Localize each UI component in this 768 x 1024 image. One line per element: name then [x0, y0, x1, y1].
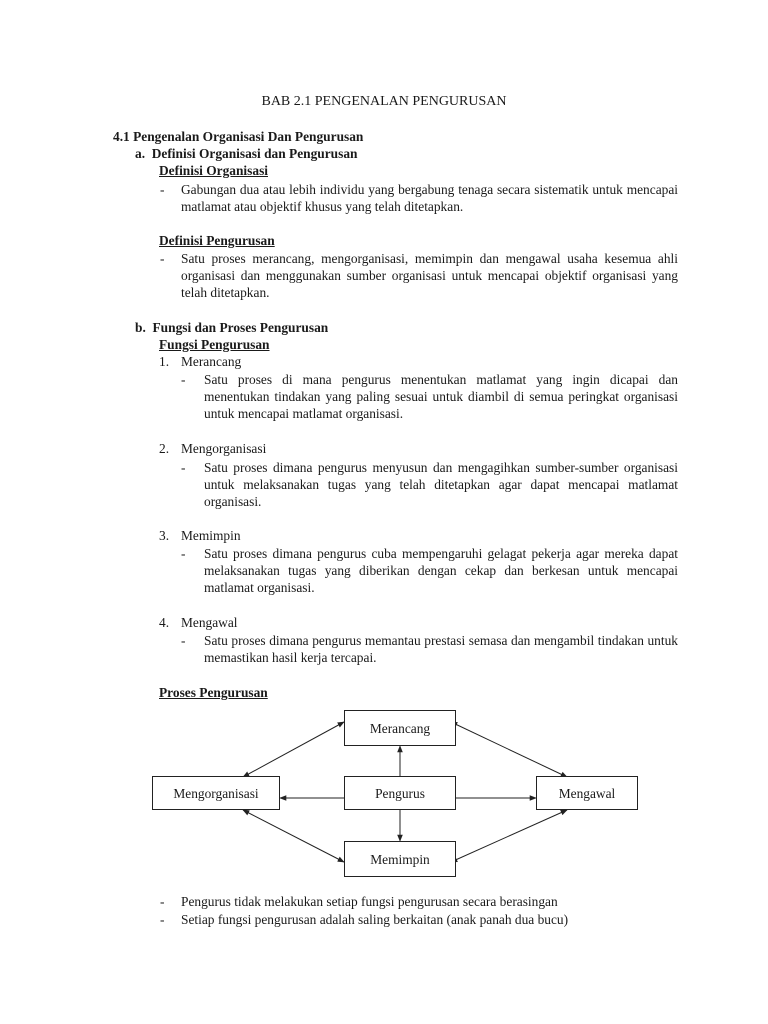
bullet-dash: - — [181, 372, 186, 387]
proses-title: Proses Pengurusan — [159, 685, 268, 700]
item-text: Satu proses dimana pengurus cuba mempengaruhi gelagat pekerja agar mereka dapat melaksanakan tugas yang diberikan dengan cekap dan berkesan untuk mencapai matlamat organisasi. — [204, 546, 678, 595]
arrow-mengorganisasi-memimpin — [243, 810, 344, 862]
item-text: Satu proses di mana pengurus menentukan matlamat yang ingin dicapai dan menentukan tindakan yang paling sesuai untuk diambil di semua peringkat organisasi untuk mencapai matlamat organisasi. — [204, 372, 678, 421]
section-heading: 4.1 Pengenalan Organisasi Dan Pengurusan — [113, 129, 364, 144]
box-pengurus: Pengurus — [344, 776, 456, 810]
box-memimpin: Memimpin — [344, 841, 456, 877]
item-number: 4. — [159, 615, 170, 630]
item-text: Satu proses dimana pengurus memantau prestasi semasa dan mengambil tindakan untuk memastikan hasil kerja tercapai. — [204, 633, 678, 665]
arrow-merancang-mengorganisasi — [243, 722, 344, 777]
part-a-heading: a. Definisi Organisasi dan Pengurusan — [135, 146, 358, 161]
page-title: BAB 2.1 PENGENALAN PENGURUSAN — [261, 94, 507, 109]
item-label: Mengorganisasi — [181, 441, 267, 456]
part-b-heading: b. Fungsi dan Proses Pengurusan — [135, 320, 329, 335]
bullet-dash: - — [160, 894, 165, 909]
item-label: Mengawal — [181, 615, 238, 630]
item-number: 2. — [159, 441, 170, 456]
bullet-dash: - — [181, 546, 186, 561]
note-2: Setiap fungsi pengurusan adalah saling berkaitan (anak panah dua bucu) — [181, 912, 569, 927]
box-mengawal: Mengawal — [536, 776, 638, 810]
item-label: Memimpin — [181, 528, 241, 543]
bullet-dash: - — [181, 460, 186, 475]
def-peng-title: Definisi Pengurusan — [159, 233, 275, 248]
def-org-title: Definisi Organisasi — [159, 163, 268, 178]
def-org-text: Gabungan dua atau lebih individu yang bergabung tenaga secara sistematik untuk mencapai matlamat atau objektif khusus yang telah ditetapkan. — [181, 182, 678, 214]
item-text: Satu proses dimana pengurus menyusun dan mengagihkan sumber-sumber organisasi untuk melaksanakan tugas yang telah ditetapkan agar dapat mencapai matlamat organisasi. — [204, 460, 678, 509]
bullet-dash: - — [160, 251, 165, 266]
item-label: Merancang — [181, 354, 242, 369]
def-peng-text: Satu proses merancang, mengorganisasi, memimpin dan mengawal usaha kesemua ahli organisasi dan menggunakan sumber organisasi untuk mencapai objektif organisasi yang telah ditetapkan. — [181, 251, 678, 300]
note-1: Pengurus tidak melakukan setiap fungsi pengurusan secara berasingan — [181, 894, 558, 909]
bullet-dash: - — [181, 633, 186, 648]
arrow-merancang-mengawal — [451, 722, 567, 777]
bullet-dash: - — [160, 912, 165, 927]
box-merancang: Merancang — [344, 710, 456, 746]
box-mengorganisasi: Mengorganisasi — [152, 776, 280, 810]
bullet-dash: - — [160, 182, 165, 197]
arrow-mengawal-memimpin — [451, 810, 567, 862]
item-number: 1. — [159, 354, 170, 369]
item-number: 3. — [159, 528, 170, 543]
fungsi-title: Fungsi Pengurusan — [159, 337, 270, 352]
